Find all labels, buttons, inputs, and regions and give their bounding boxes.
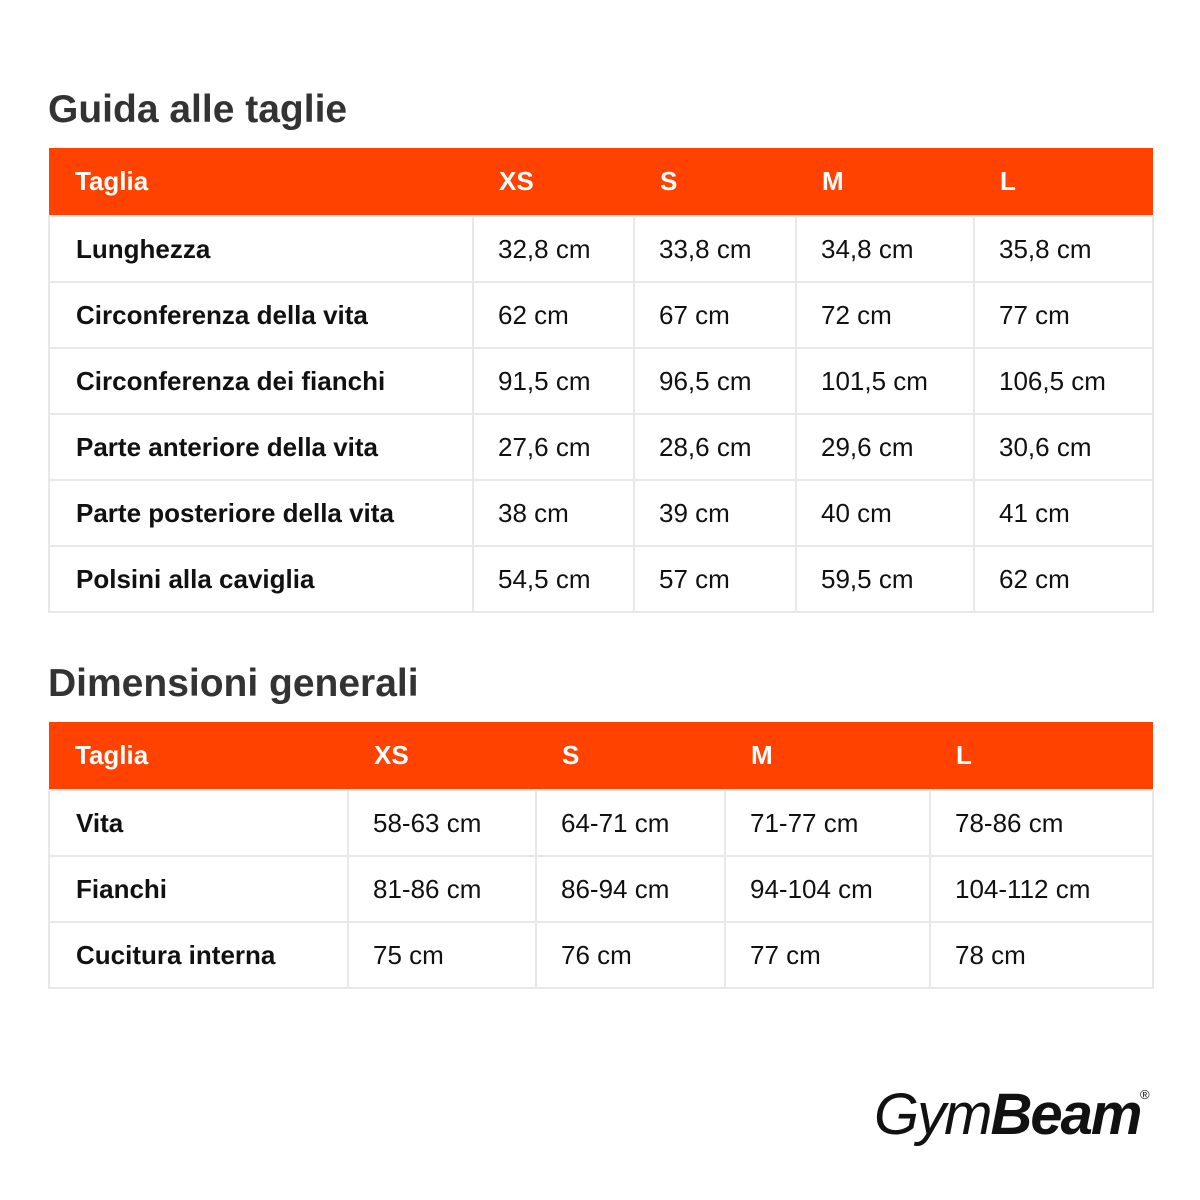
header-cell-size: Taglia xyxy=(49,722,348,790)
table-row xyxy=(49,922,1153,988)
row-label: Cucitura interna xyxy=(49,922,348,988)
table-cell: 75 cm xyxy=(348,922,536,988)
header-cell-l: L xyxy=(974,148,1153,216)
size-guide-table xyxy=(48,148,1154,613)
table-cell: 101,5 cm xyxy=(796,348,974,414)
header-row xyxy=(49,722,1153,790)
table-cell: 72 cm xyxy=(796,282,974,348)
table-cell: 78 cm xyxy=(930,922,1153,988)
table-cell: 27,6 cm xyxy=(473,414,634,480)
table-cell: 32,8 cm xyxy=(473,216,634,282)
table-row xyxy=(49,480,1153,546)
table-cell: 77 cm xyxy=(974,282,1153,348)
logo-text-bold: Beam xyxy=(990,1082,1141,1147)
header-row xyxy=(49,148,1153,216)
table-row xyxy=(49,790,1153,856)
gymbeam-logo xyxy=(874,1082,1164,1166)
row-label: Circonferenza della vita xyxy=(49,282,473,348)
table-cell: 62 cm xyxy=(974,546,1153,612)
table-row xyxy=(49,414,1153,480)
table-cell: 39 cm xyxy=(634,480,796,546)
table-cell: 29,6 cm xyxy=(796,414,974,480)
header-cell-xs: XS xyxy=(348,722,536,790)
table-cell: 106,5 cm xyxy=(974,348,1153,414)
header-cell-s: S xyxy=(536,722,725,790)
table-cell: 33,8 cm xyxy=(634,216,796,282)
table-row xyxy=(49,216,1153,282)
table-cell: 104-112 cm xyxy=(930,856,1153,922)
table-cell: 34,8 cm xyxy=(796,216,974,282)
table-cell: 58-63 cm xyxy=(348,790,536,856)
table-cell: 81-86 cm xyxy=(348,856,536,922)
table-row xyxy=(49,546,1153,612)
row-label: Vita xyxy=(49,790,348,856)
table-cell: 41 cm xyxy=(974,480,1153,546)
row-label: Polsini alla caviglia xyxy=(49,546,473,612)
header-cell-l: L xyxy=(930,722,1153,790)
table-cell: 38 cm xyxy=(473,480,634,546)
table-row xyxy=(49,348,1153,414)
general-dimensions-title: Dimensioni generali xyxy=(48,662,419,705)
size-guide-table-body xyxy=(49,216,1153,612)
row-label: Circonferenza dei fianchi xyxy=(49,348,473,414)
table-cell: 94-104 cm xyxy=(725,856,930,922)
row-label: Parte anteriore della vita xyxy=(49,414,473,480)
table-cell: 54,5 cm xyxy=(473,546,634,612)
table-cell: 71-77 cm xyxy=(725,790,930,856)
table-cell: 86-94 cm xyxy=(536,856,725,922)
table-cell: 30,6 cm xyxy=(974,414,1153,480)
table-row xyxy=(49,856,1153,922)
general-dimensions-table-header xyxy=(49,722,1153,790)
table-cell: 59,5 cm xyxy=(796,546,974,612)
header-cell-s: S xyxy=(634,148,796,216)
header-cell-size: Taglia xyxy=(49,148,473,216)
table-cell: 57 cm xyxy=(634,546,796,612)
size-guide-table-header xyxy=(49,148,1153,216)
row-label: Lunghezza xyxy=(49,216,473,282)
table-cell: 91,5 cm xyxy=(473,348,634,414)
table-cell: 35,8 cm xyxy=(974,216,1153,282)
table-cell: 64-71 cm xyxy=(536,790,725,856)
table-cell: 96,5 cm xyxy=(634,348,796,414)
header-cell-xs: XS xyxy=(473,148,634,216)
size-guide-title: Guida alle taglie xyxy=(48,88,348,131)
header-cell-m: M xyxy=(796,148,974,216)
row-label: Parte posteriore della vita xyxy=(49,480,473,546)
row-label: Fianchi xyxy=(49,856,348,922)
table-cell: 67 cm xyxy=(634,282,796,348)
registered-mark: ® xyxy=(1140,1087,1150,1102)
header-cell-m: M xyxy=(725,722,930,790)
general-dimensions-table xyxy=(48,722,1154,989)
table-cell: 76 cm xyxy=(536,922,725,988)
table-row xyxy=(49,282,1153,348)
table-cell: 40 cm xyxy=(796,480,974,546)
table-cell: 28,6 cm xyxy=(634,414,796,480)
logo-text-light: Gym xyxy=(874,1082,991,1147)
table-cell: 62 cm xyxy=(473,282,634,348)
table-cell: 78-86 cm xyxy=(930,790,1153,856)
general-dimensions-table-body xyxy=(49,790,1153,988)
table-cell: 77 cm xyxy=(725,922,930,988)
